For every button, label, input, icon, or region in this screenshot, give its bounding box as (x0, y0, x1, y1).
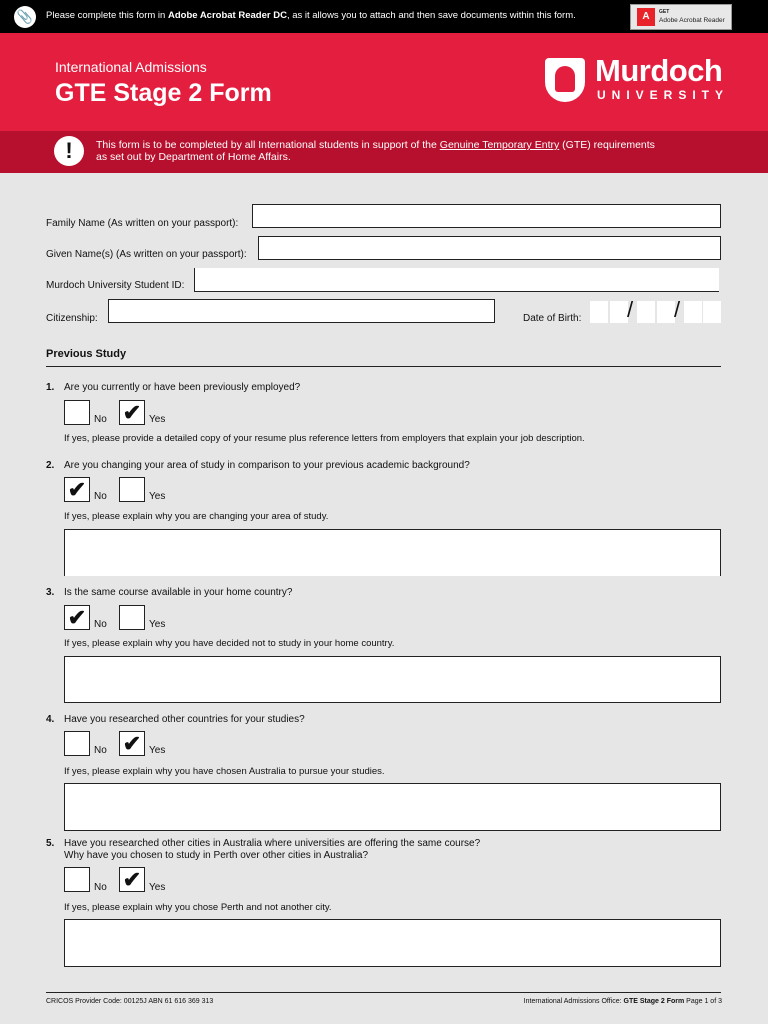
question-text: Are you currently or have been previously employed? (64, 382, 301, 393)
dob-separator: / (674, 297, 681, 322)
get-label: GET (659, 9, 670, 15)
citizenship-label: Citizenship: (46, 313, 98, 324)
student-id-field[interactable] (194, 268, 719, 292)
q5-yes-checkbox[interactable]: ✔ (119, 867, 145, 892)
section-title: Previous Study (46, 348, 127, 360)
given-name-field[interactable] (258, 236, 721, 260)
q2-yes-checkbox[interactable] (119, 477, 145, 502)
q1-yes-checkbox[interactable]: ✔ (119, 400, 145, 425)
q4-answer-field[interactable] (64, 783, 721, 831)
question-number: 4. (46, 714, 55, 725)
acrobat-note: Please complete this form in Adobe Acrobat Reader DC, as it allows you to attach and then save documents within this form. (46, 10, 576, 21)
question-number: 1. (46, 382, 55, 393)
header-subtitle: International Admissions (55, 59, 207, 75)
logo-name: Murdoch (595, 53, 723, 88)
family-name-label: Family Name (As written on your passport): (46, 218, 239, 229)
notice-text: This form is to be completed by all International students in support of the Genuine Temporary Entry (GTE) requirements as set out by Department of Home Affairs. (96, 139, 655, 163)
q2-answer-field[interactable] (64, 529, 721, 576)
no-label: No (94, 619, 107, 630)
footer-page-info: International Admissions Office: GTE Stage 2 Form Page 1 of 3 (523, 998, 722, 1005)
gte-link[interactable]: Genuine Temporary Entry (439, 139, 560, 151)
dob-year-1[interactable] (684, 301, 702, 323)
acrobat-icon: A (637, 8, 655, 26)
q5-no-checkbox[interactable] (64, 867, 90, 892)
question-text: Have you researched other countries for your studies? (64, 714, 305, 725)
yes-label: Yes (149, 619, 166, 630)
no-label: No (94, 745, 107, 756)
q3-no-checkbox[interactable]: ✔ (64, 605, 90, 630)
q4-no-checkbox[interactable] (64, 731, 90, 756)
footer-divider (46, 992, 721, 993)
q4-yes-checkbox[interactable]: ✔ (119, 731, 145, 756)
student-id-label: Murdoch University Student ID: (46, 280, 185, 291)
dob-month-2[interactable] (657, 301, 675, 323)
page-title: GTE Stage 2 Form (55, 79, 272, 107)
dob-month-1[interactable] (637, 301, 655, 323)
question-hint: If yes, please explain why you chose Perth and not another city. (64, 902, 332, 913)
q1-no-checkbox[interactable] (64, 400, 90, 425)
no-label: No (94, 414, 107, 425)
dob-day-1[interactable] (590, 301, 608, 323)
question-text: Are you changing your area of study in comparison to your previous academic background? (64, 460, 470, 471)
q5-answer-field[interactable] (64, 919, 721, 967)
murdoch-crest-icon (545, 58, 585, 102)
no-label: No (94, 882, 107, 893)
yes-label: Yes (149, 745, 166, 756)
question-number: 5. (46, 838, 55, 849)
yes-label: Yes (149, 882, 166, 893)
acrobat-reader-label: Adobe Acrobat Reader (659, 17, 725, 24)
question-text: Have you researched other cities in Australia where universities are offering the same course? (64, 838, 481, 849)
family-name-field[interactable] (252, 204, 721, 228)
q2-no-checkbox[interactable]: ✔ (64, 477, 90, 502)
get-acrobat-reader-button[interactable] (630, 4, 732, 30)
yes-label: Yes (149, 414, 166, 425)
acrobat-notice-bar (0, 0, 768, 33)
question-number: 3. (46, 587, 55, 598)
dob-year-2[interactable] (703, 301, 721, 323)
question-hint: If yes, please explain why you are changing your area of study. (64, 511, 329, 522)
footer-cricos: CRICOS Provider Code: 00125J ABN 61 616 369 313 (46, 998, 214, 1005)
given-name-label: Given Name(s) (As written on your passport): (46, 249, 247, 260)
dob-separator: / (627, 297, 634, 322)
dob-label: Date of Birth: (523, 313, 582, 324)
question-hint: If yes, please provide a detailed copy of your resume plus reference letters from employers that explain your job description. (64, 433, 585, 444)
question-number: 2. (46, 460, 55, 471)
notice-banner (0, 131, 768, 173)
question-hint: If yes, please explain why you have chosen Australia to pursue your studies. (64, 766, 385, 777)
question-text: Is the same course available in your home country? (64, 587, 293, 598)
q3-answer-field[interactable] (64, 656, 721, 703)
section-divider (46, 366, 721, 367)
question-hint: If yes, please explain why you have decided not to study in your home country. (64, 638, 395, 649)
paperclip-icon: 📎 (14, 6, 36, 28)
logo-university: UNIVERSITY (597, 88, 730, 102)
no-label: No (94, 491, 107, 502)
yes-label: Yes (149, 491, 166, 502)
dob-day-2[interactable] (610, 301, 628, 323)
q3-yes-checkbox[interactable] (119, 605, 145, 630)
exclamation-icon: ! (54, 136, 84, 166)
citizenship-field[interactable] (108, 299, 495, 323)
form-header (0, 33, 768, 131)
question-text-line-2: Why have you chosen to study in Perth over other cities in Australia? (64, 850, 369, 861)
